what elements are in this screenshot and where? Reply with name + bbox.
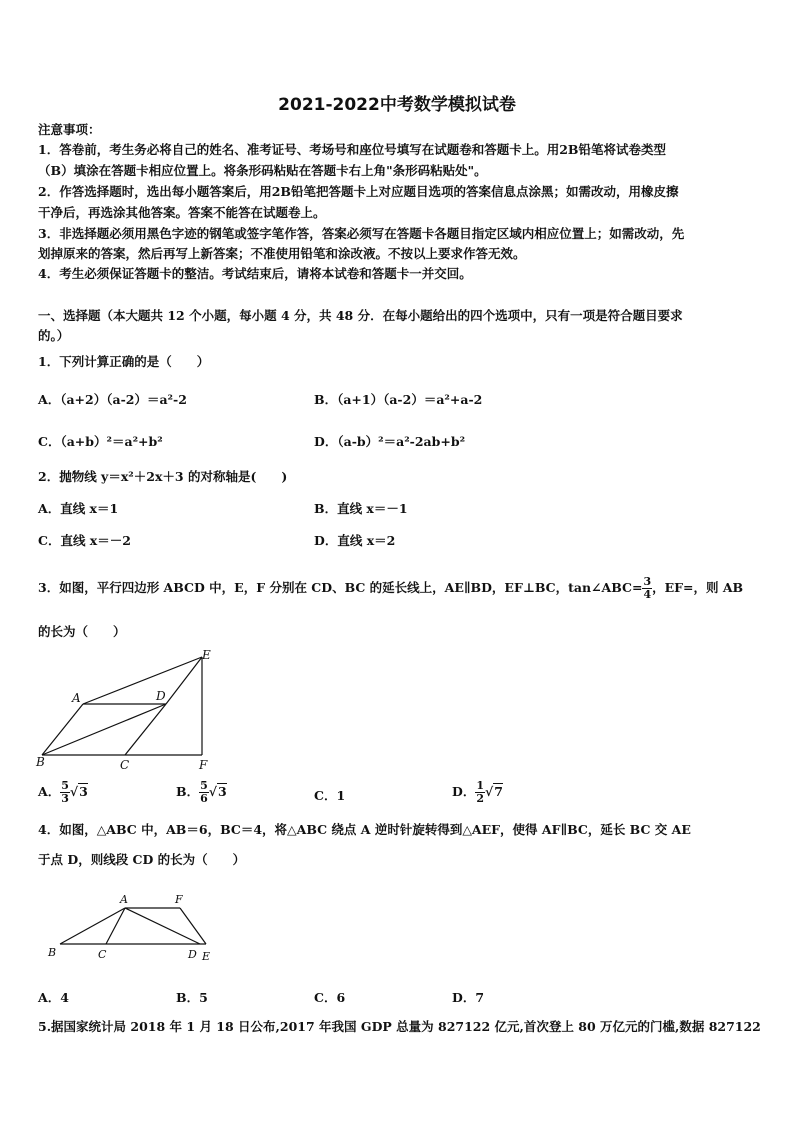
q3-option-d xyxy=(452,780,503,805)
radicand: 7 xyxy=(494,784,503,799)
label-c: C xyxy=(98,948,107,961)
tan-fraction xyxy=(642,576,652,601)
label-b: B xyxy=(48,946,57,959)
section-heading-cont: 的。） xyxy=(38,328,70,343)
option-value: 1 xyxy=(336,788,346,803)
label-a: A xyxy=(120,893,128,906)
fraction-numerator: 3 xyxy=(643,575,652,588)
notes-line: 1．答卷前，考生务必将自己的姓名、准考证号、考场号和座位号填写在试题卷和答题卡上。用2B铅笔将试卷类型 xyxy=(38,142,666,157)
q2-option-c: C．直线 x＝－2 xyxy=(38,533,131,548)
q2-option-a: A．直线 x＝1 xyxy=(38,501,119,516)
option-letter: D． xyxy=(452,784,476,799)
notes-line: 干净后，再选涂其他答案。答案不能答在试题卷上。 xyxy=(38,205,326,220)
fraction-denominator: 3 xyxy=(61,792,69,805)
question-3-stem-cont: 的长为（ ） xyxy=(38,624,126,639)
notes-line: 2．作答选择题时，选出每小题答案后，用2B铅笔把答题卡上对应题目选项的答案信息点涂黑；如需改动，用橡皮擦 xyxy=(38,184,679,199)
question-1-stem: 1．下列计算正确的是（ ） xyxy=(38,354,210,369)
q3-parallelogram-figure xyxy=(30,645,220,773)
fraction-denominator: 4 xyxy=(643,588,652,601)
sqrt-sign: √ xyxy=(485,784,494,799)
fraction-numerator: 5 xyxy=(200,779,208,792)
option-fraction xyxy=(475,780,485,805)
label-d: D xyxy=(156,689,166,703)
q3-option-b xyxy=(176,780,227,805)
q4-option-a: A．4 xyxy=(38,990,69,1005)
radicand: 3 xyxy=(217,784,227,799)
notes-line: 3．非选择题必须用黑色字迹的钢笔或签字笔作答，答案必须写在答题卡各题目指定区域内相应位置上；如需改动，先 xyxy=(38,226,685,241)
q4-option-b: B．5 xyxy=(176,990,208,1005)
notes-heading: 注意事项： xyxy=(38,122,101,137)
question-3-stem xyxy=(38,576,743,601)
q1-option-c: C．（a+b）²＝a²+b² xyxy=(38,434,163,449)
option-fraction xyxy=(60,780,70,805)
label-d: D xyxy=(188,948,197,961)
q2-option-d: D．直线 x＝2 xyxy=(314,533,396,548)
segment-cd xyxy=(125,704,166,755)
sqrt-sign: √ xyxy=(208,784,217,799)
q3-option-a xyxy=(38,780,88,805)
notes-line: 4．考生必须保证答题卡的整洁。考试结束后，请将本试卷和答题卡一并交回。 xyxy=(38,266,472,281)
option-letter: A． xyxy=(38,784,61,799)
q1-option-b: B．（a+1）（a-2）＝a²+a-2 xyxy=(314,392,483,407)
segment-fe xyxy=(180,908,206,944)
option-letter: B． xyxy=(176,784,200,799)
question-5-stem: 5.据国家统计局 2018 年 1 月 18 日公布,2017 年我国 GDP 总量为 827122 亿元,首次登上 80 万亿元的门槛,数据 827122 xyxy=(38,1019,761,1034)
option-fraction xyxy=(199,780,209,805)
fraction-numerator: 1 xyxy=(476,779,484,792)
fraction-denominator: 6 xyxy=(200,792,208,805)
q1-option-a: A．（a+2）（a-2）＝a²-2 xyxy=(38,392,187,407)
segment-ab xyxy=(42,704,83,755)
q3-option-c xyxy=(314,786,345,804)
radicand: 3 xyxy=(79,784,88,799)
label-a: A xyxy=(72,691,81,705)
segment-bd xyxy=(42,704,166,755)
q4-triangle-figure xyxy=(40,888,230,968)
q3-stem-text: 3．如图，平行四边形 ABCD 中，E，F 分别在 CD、BC 的延长线上，AE∥BD，EF⊥BC，tan∠ABC= xyxy=(38,580,643,595)
q2-option-b: B．直线 x＝－1 xyxy=(314,501,408,516)
sqrt-sign: √ xyxy=(69,784,79,799)
q1-option-d: D．（a-b）²＝a²-2ab+b² xyxy=(314,434,466,449)
label-f: F xyxy=(199,758,208,772)
fraction-denominator: 2 xyxy=(476,792,484,805)
page-title: 2021-2022中考数学模拟试卷 xyxy=(278,95,516,115)
segment-ad xyxy=(125,908,200,944)
q4-option-c: C．6 xyxy=(314,990,346,1005)
label-f: F xyxy=(175,893,183,906)
option-letter: C． xyxy=(314,788,337,803)
question-4-stem-cont: 于点 D，则线段 CD 的长为（ ） xyxy=(38,852,246,867)
notes-line: 划掉原来的答案，然后再写上新答案；不准使用铅笔和涂改液。不按以上要求作答无效。 xyxy=(38,246,526,261)
question-2-stem: 2．抛物线 y＝x²＋2x＋3 的对称轴是( ) xyxy=(38,469,288,484)
question-4-stem: 4．如图，△ABC 中，AB＝6，BC＝4，将△ABC 绕点 A 逆时针旋转得到△AEF，使得 AF∥BC，延长 BC 交 AE xyxy=(38,822,691,837)
notes-line: （B）填涂在答题卡相应位置上。将条形码粘贴在答题卡右上角"条形码粘贴处"。 xyxy=(38,163,487,178)
label-e: E xyxy=(202,648,211,662)
fraction-numerator: 5 xyxy=(61,779,69,792)
label-b: B xyxy=(36,755,45,769)
label-c: C xyxy=(120,758,130,772)
label-e: E xyxy=(202,950,211,963)
section-heading: 一、选择题（本大题共 12 个小题，每小题 4 分，共 48 分．在每小题给出的四个选项中，只有一项是符合题目要求 xyxy=(38,308,683,323)
q3-stem-text-b: ，EF=，则 AB xyxy=(652,580,744,595)
q4-option-d: D．7 xyxy=(452,990,485,1005)
